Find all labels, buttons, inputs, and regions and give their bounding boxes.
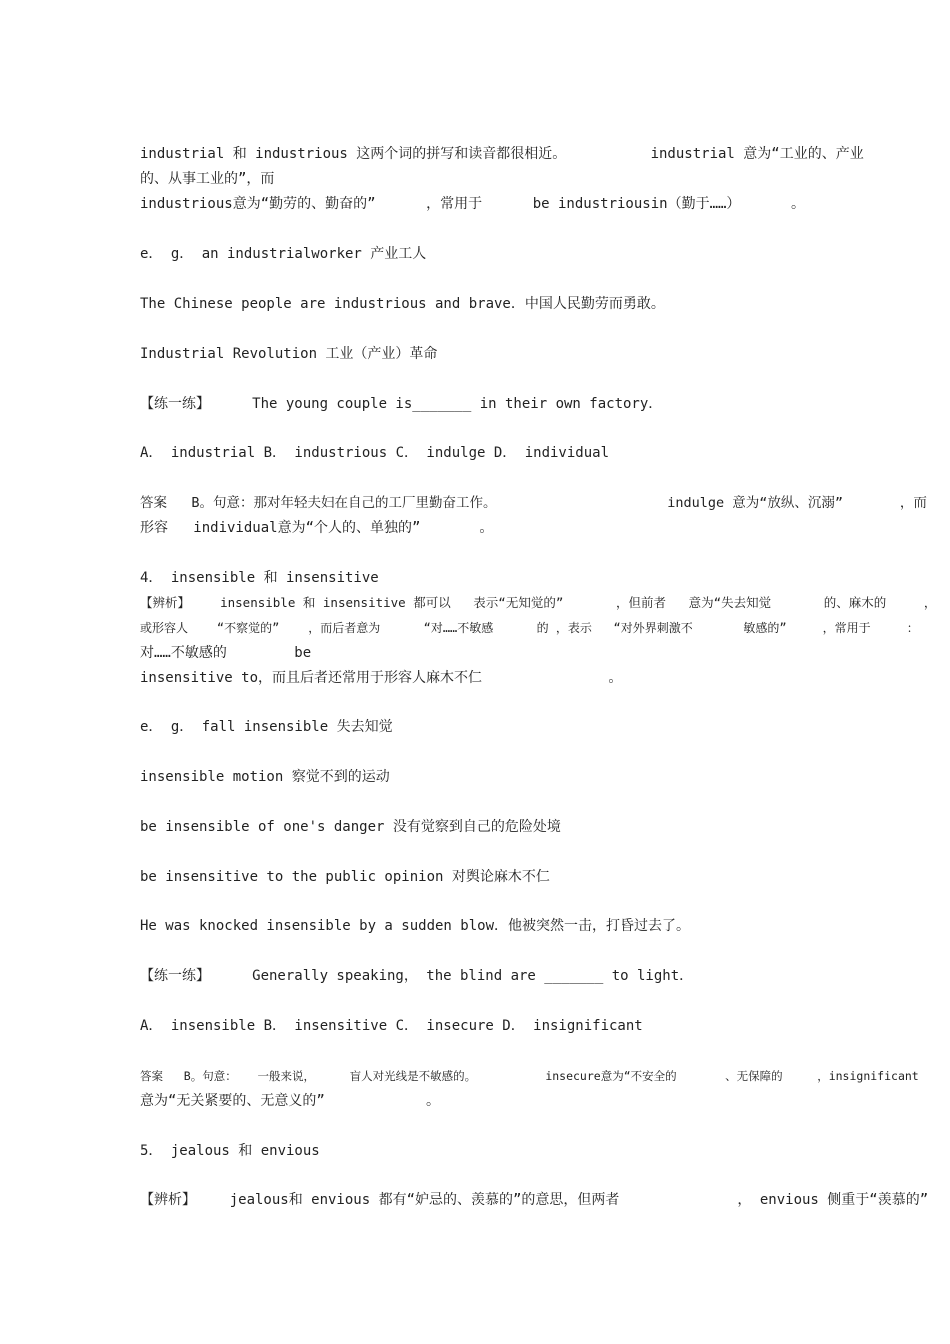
text-line: e． g． an industrialworker 产业工人 bbox=[140, 246, 427, 262]
text-line: be insensitive to the public opinion 对舆论麻木不仁 bbox=[140, 869, 550, 885]
text-line: 【辨析】 insensible 和 insensitive 都可以 表示“无知觉的” ，但前者 意为“失去知觉 的、麻木的 ， bbox=[140, 595, 937, 610]
text-line: 5． jealous 和 envious bbox=[140, 1143, 320, 1159]
text-line: Industrial Revolution 工业（产业）革命 bbox=[140, 346, 438, 362]
text-line: A． insensible B． insensitive C． insecure D． insignificant bbox=[140, 1018, 643, 1034]
text-line: e． g． fall insensible 失去知觉 bbox=[140, 719, 393, 735]
text-line: A． industrial B． industrious C． indulge D． individual bbox=[140, 445, 610, 461]
text-line: 的、从事工业的”，而 bbox=[140, 171, 275, 187]
text-line: 【练一练】 The young couple is_______ in their own factory． bbox=[140, 396, 663, 412]
text-line: industrial 和 industrious 这两个词的拼写和读音都很相近。 industrial 意为“工业的、产业 bbox=[140, 146, 864, 162]
text-line: He was knocked insensible by a sudden blow．他被突然一击，打昏过去了。 bbox=[140, 918, 691, 934]
text-line: 【辨析】 jealous和 envious 都有“妒忌的、羡慕的”的意思，但两者 ， envious 侧重于“羡慕的” bbox=[140, 1192, 929, 1208]
text-line: insensitive to，而且后者还常用于形容人麻木不仁 。 bbox=[140, 670, 623, 686]
text-line: 意为“无关紧要的、无意义的” 。 bbox=[140, 1093, 441, 1109]
text-line: 形容 individual意为“个人的、单独的” 。 bbox=[140, 520, 494, 536]
text-line: 答案 B。句意： 一般来说， 盲人对光线是不敏感的。 insecure意为“不安全的 、无保障的 ，insignificant bbox=[140, 1069, 919, 1083]
text-line: 【练一练】 Generally speaking， the blind are _______ to light． bbox=[140, 968, 694, 984]
text-line: 4． insensible 和 insensitive bbox=[140, 570, 379, 586]
text-line: 或形容人 “不察觉的” ，而后者意为 “对……不敏感 的 ，表示 “对外界刺激不 敏感的” ，常用于 ： bbox=[140, 621, 919, 635]
text-line: 对……不敏感的 be bbox=[140, 645, 312, 661]
text-line: insensible motion 察觉不到的运动 bbox=[140, 769, 390, 785]
text-line: be insensible of one's danger 没有觉察到自己的危险处境 bbox=[140, 819, 561, 835]
text-line: industrious意为“勤劳的、勤奋的” ，常用于 be industriousin（勤于……） 。 bbox=[140, 196, 806, 212]
text-line: The Chinese people are industrious and brave．中国人民勤劳而勇敢。 bbox=[140, 296, 665, 312]
text-line: 答案 B。句意：那对年轻夫妇在自己的工厂里勤奋工作。 indulge 意为“放纵、沉溺” ，而 bbox=[140, 495, 927, 511]
